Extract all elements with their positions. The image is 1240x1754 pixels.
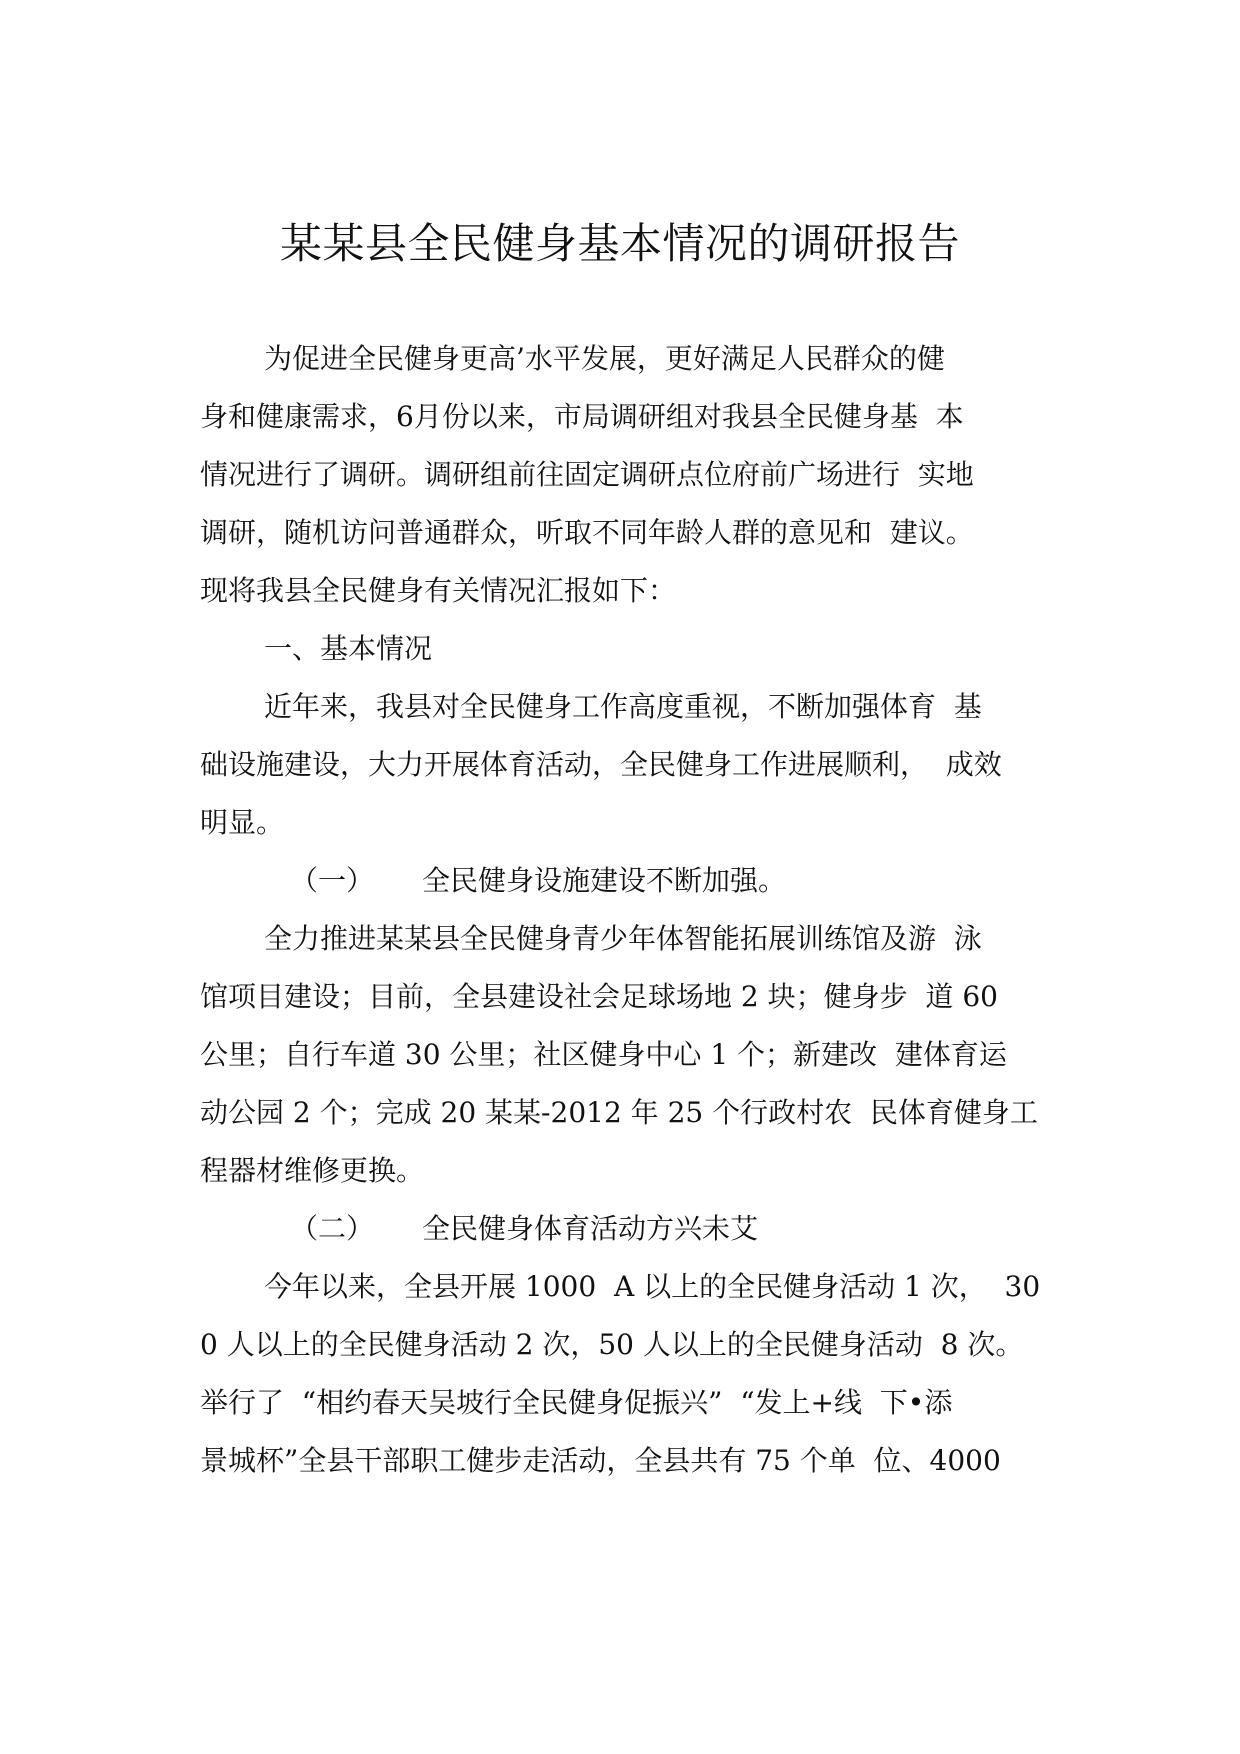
paragraph-line: 调研，随机访问普通群众，听取不同年龄人群的意见和 建议。 (200, 516, 974, 549)
subsection-heading-1 (200, 852, 1070, 910)
section-heading: 一、基本情况 (264, 632, 433, 665)
paragraph-line: 础设施建设，大力开展体育活动，全民健身工作进展顺利， 成效 (200, 748, 1002, 781)
subsection-number: （一） (290, 864, 375, 897)
paragraph-line: 现将我县全民健身有关情况汇报如下： (200, 574, 677, 607)
subsection-number: （二） (290, 1212, 375, 1245)
paragraph-line: 为促进全民健身更高’水平发展，更好满足人民群众的健 (264, 342, 945, 375)
paragraph-line: 公里；自行车道 30 公里；社区健身中心 1 个；新建改 建体育运 (200, 1038, 1007, 1071)
paragraph-line: 0 人以上的全民健身活动 2 次，50 人以上的全民健身活动 8 次。 (200, 1328, 1024, 1361)
paragraph-line: 动公园 2 个；完成 20 某某-2012 年 25 个行政村农 民体育健身工 (200, 1096, 1038, 1129)
paragraph-line: 近年来，我县对全民健身工作高度重视，不断加强体育 基 (264, 690, 982, 723)
paragraph-line: 全力推进某某县全民健身青少年体智能拓展训练馆及游 泳 (264, 922, 982, 955)
paragraph-line: 身和健康需求，6月份以来，市局调研组对我县全民健身基 本 (200, 400, 964, 433)
paragraph-line: 明显。 (200, 806, 285, 839)
paragraph-line: 举行了 “相约春天吴坡行全民健身促振兴” “发上+线 下•添 (200, 1386, 953, 1419)
document-body (200, 330, 1070, 1490)
paragraph-line: 景城杯”全县干部职工健步走活动，全县共有 75 个单 位、4000 (200, 1444, 1001, 1477)
subsection-title: 全民健身体育活动方兴未艾 (422, 1212, 759, 1245)
paragraph-line: 程器材维修更换。 (200, 1154, 425, 1187)
paragraph-line: 馆项目建设；目前，全县建设社会足球场地 2 块；健身步 道 60 (200, 980, 998, 1013)
document-title: 某某县全民健身基本情况的调研报告 (279, 219, 960, 268)
subsection-title: 全民健身设施建设不断加强。 (422, 864, 787, 897)
paragraph-line: 情况进行了调研。调研组前往固定调研点位府前广场进行 实地 (200, 458, 974, 491)
paragraph-line: 今年以来，全县开展 1000 A 以上的全民健身活动 1 次， 30 (264, 1270, 1041, 1303)
subsection-heading-2 (200, 1200, 1070, 1258)
